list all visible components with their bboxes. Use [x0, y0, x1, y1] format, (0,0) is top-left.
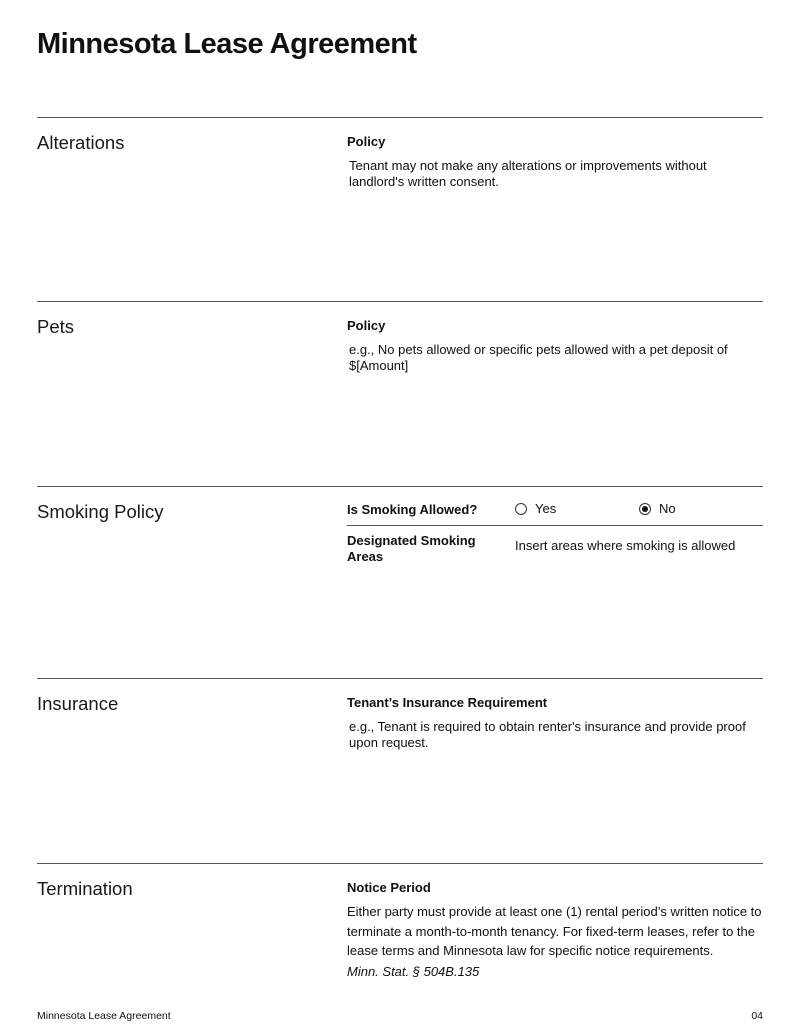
designated-areas-label: Designated Smoking Areas [347, 533, 476, 564]
page-title: Minnesota Lease Agreement [37, 28, 417, 60]
section-label-insurance: Insurance [37, 693, 119, 714]
pets-policy-field[interactable]: e.g., No pets allowed or specific pets allowed with a pet deposit of $[Amount] [349, 342, 728, 373]
section-smoking [37, 486, 763, 679]
smoking-option-yes[interactable] [515, 501, 556, 516]
section-label-smoking: Smoking Policy [37, 501, 164, 522]
insurance-requirement-label: Tenant’s Insurance Requirement [347, 695, 548, 710]
designated-areas-field[interactable]: Insert areas where smoking is allowed [515, 538, 736, 553]
alterations-policy-label: Policy [347, 134, 386, 149]
smoking-option-yes-label: Yes [535, 501, 557, 516]
smoking-option-no-label: No [659, 501, 676, 516]
radio-unchecked-icon[interactable] [515, 503, 527, 515]
smoking-allowed-row [347, 487, 763, 526]
section-pets [37, 301, 763, 487]
footer-page-number: 04 [751, 1010, 763, 1022]
smoking-allowed-question: Is Smoking Allowed? [347, 502, 478, 517]
section-label-termination: Termination [37, 878, 133, 899]
insurance-requirement-field[interactable]: e.g., Tenant is required to obtain renter's insurance and provide proof upon request. [349, 719, 746, 750]
notice-period-text: Either party must provide at least one (1) rental period’s written notice to terminate a month-to-month tenancy. For fixed-term leases, refer to the lease terms and Minnesota law for specific notice requirements. [347, 904, 762, 958]
radio-checked-icon[interactable] [639, 503, 651, 515]
section-label-pets: Pets [37, 316, 75, 337]
statute-citation: Minn. Stat. § 504B.135 [347, 964, 480, 979]
section-alterations [37, 117, 763, 302]
section-insurance [37, 678, 763, 864]
smoking-option-no[interactable] [639, 501, 676, 516]
pets-policy-label: Policy [347, 318, 386, 333]
notice-period-label: Notice Period [347, 880, 431, 895]
alterations-policy-field[interactable]: Tenant may not make any alterations or improvements without landlord's written consent. [349, 158, 707, 189]
section-termination [37, 863, 763, 994]
section-label-alterations: Alterations [37, 132, 125, 153]
footer-document-name: Minnesota Lease Agreement [37, 1010, 171, 1022]
